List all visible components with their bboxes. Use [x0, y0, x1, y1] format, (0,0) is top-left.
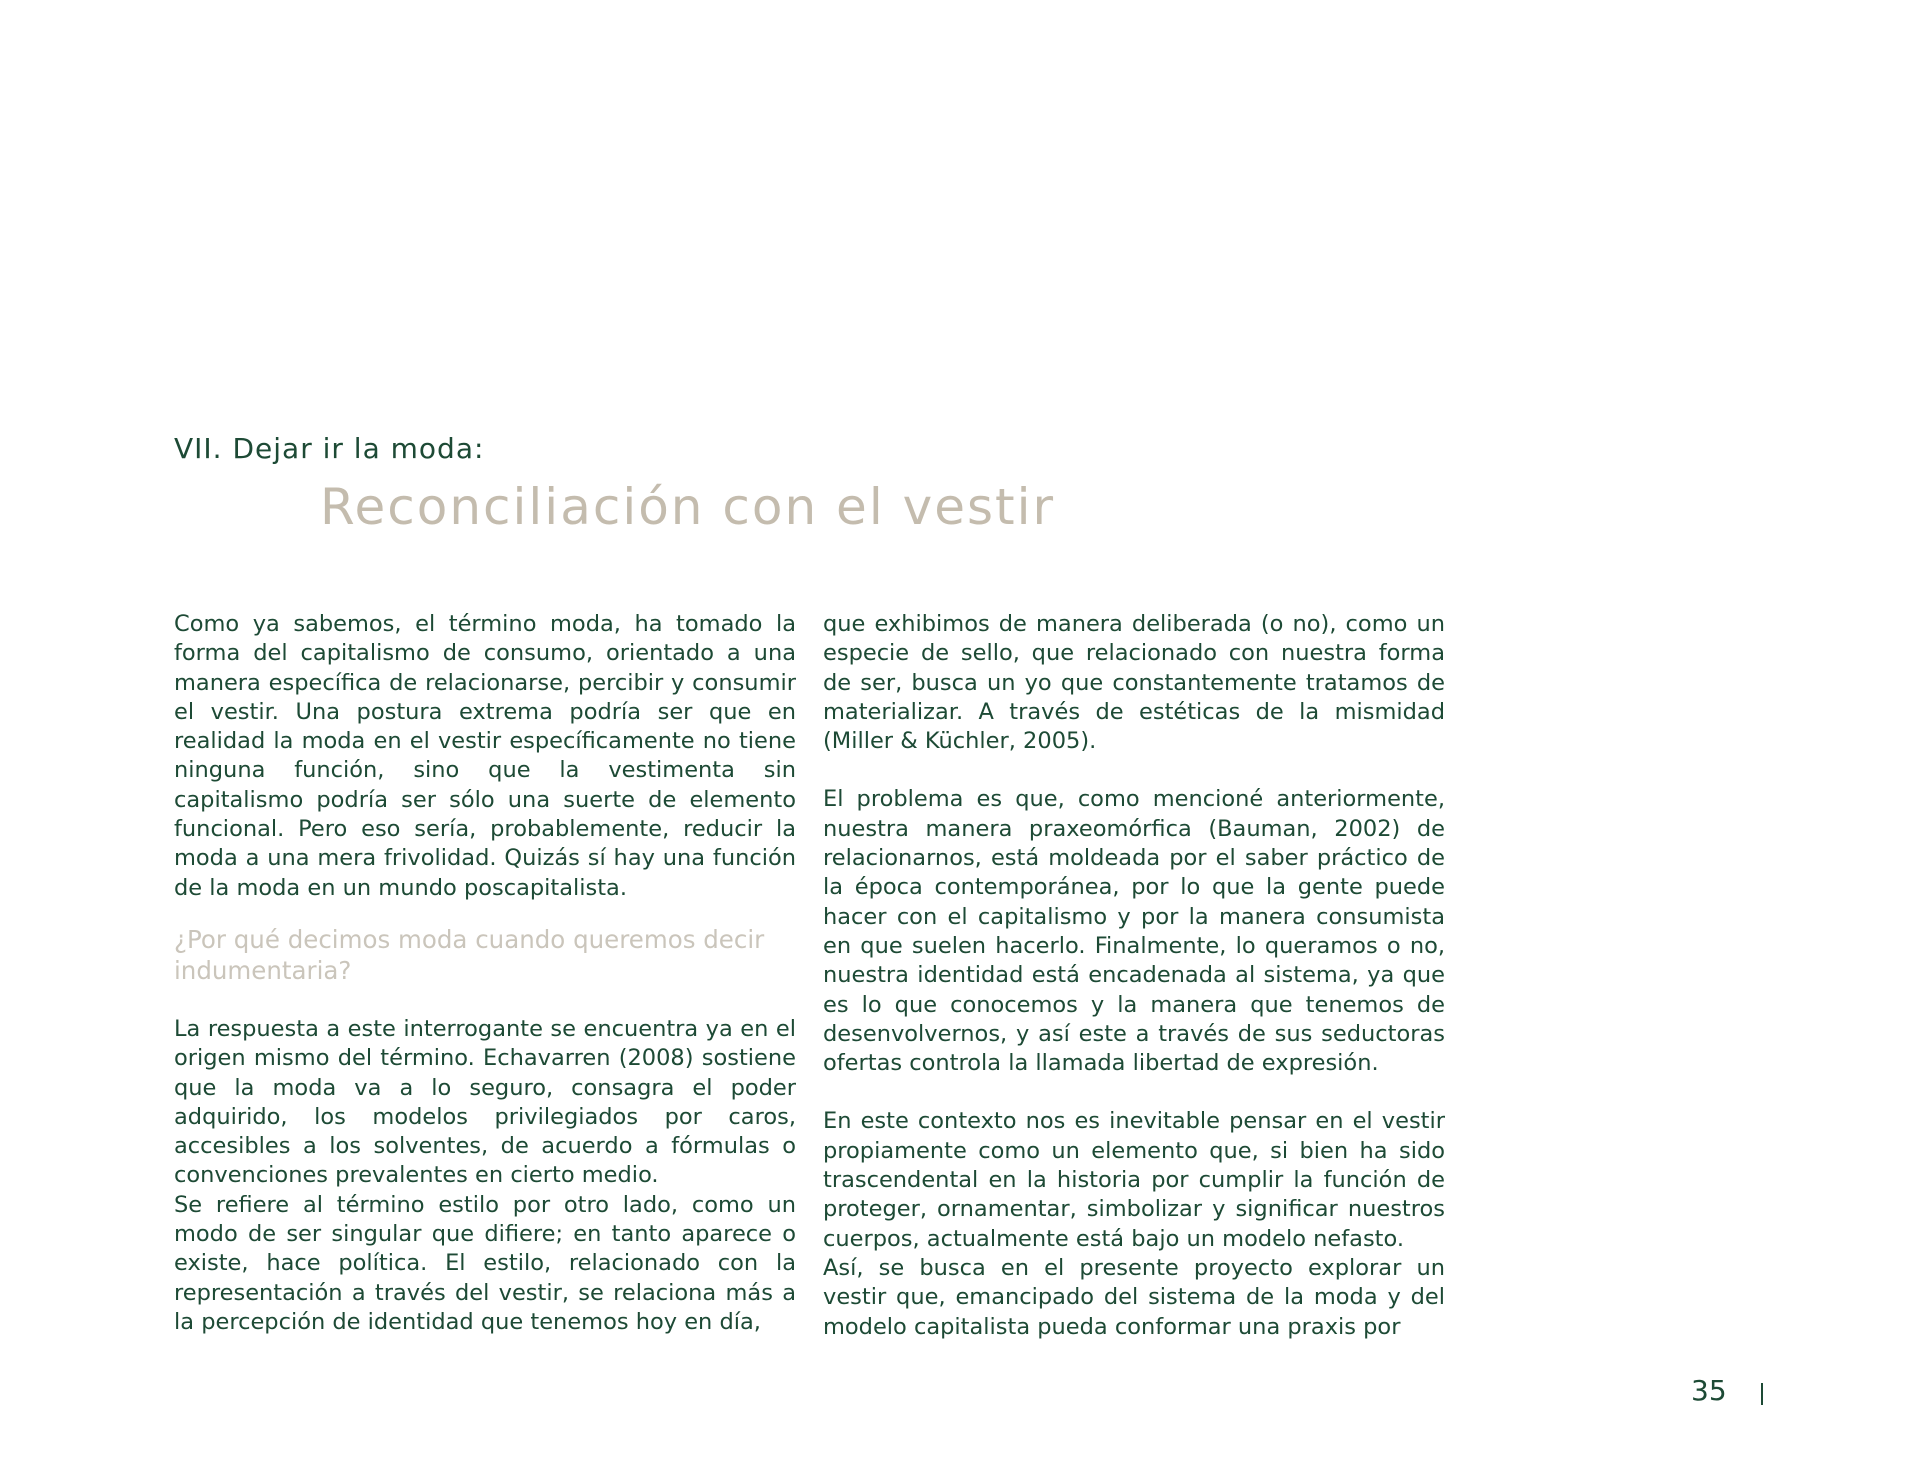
- chapter-heading: VII. Dejar ir la moda:: [174, 432, 485, 465]
- page-number: 35: [1691, 1374, 1727, 1407]
- section-title: Reconciliación con el vestir: [320, 478, 1056, 536]
- left-paragraph-1: Como ya sabemos, el término moda, ha tomado la forma del capitalismo de consumo, orientado a una manera específica de relacionarse, percibir y consumir el vestir. Una postura extrema podría ser que en realidad la moda en el vestir específicamente no tiene ninguna función, sino que la vestimenta sin capitalismo podría ser sólo una suerte de elemento funcional. Pero eso sería, probablemente, reducir la moda a una mera frivolidad. Quizás sí hay una función de la moda en un mundo poscapitalista.: [174, 611, 796, 901]
- left-paragraph-3: Se refiere al término estilo por otro lado, como un modo de ser singular que difiere; en tanto aparece o existe, hace política. El estilo, relacionado con la representación a través del vestir, se relaciona más a la percepción de identidad que tenemos hoy en día,: [174, 1191, 796, 1335]
- right-column: [823, 610, 1445, 1342]
- right-paragraph-4: Así, se busca en el presente proyecto explorar un vestir que, emancipado del sistema de la moda y del modelo capitalista pueda conformar una praxis por: [823, 1254, 1445, 1340]
- page-number-divider: [1761, 1383, 1763, 1405]
- right-paragraph-2: El problema es que, como mencioné anteriormente, nuestra manera praxeomórfica (Bauman, 2002) de relacionarnos, está moldeada por el saber práctico de la época contemporánea, por lo que la gente puede hacer con el capitalismo y por la manera consumista en que suelen hacerlo. Finalmente, lo queramos o no, nuestra identidad está encadenada al sistema, ya que es lo que conocemos y la manera que tenemos de desenvolvernos, y así este a través de sus seductoras ofertas controla la llamada libertad de expresión.: [823, 786, 1445, 1077]
- left-paragraph-2: La respuesta a este interrogante se encuentra ya en el origen mismo del término. Echavarren (2008) sostiene que la moda va a lo seguro, consagra el poder adquirido, los modelos privilegiados por caros, accesibles a los solventes, de acuerdo a fórmulas o convenciones prevalentes en cierto medio.: [174, 1015, 796, 1189]
- left-column: [174, 610, 796, 1337]
- sub-question: ¿Por qué decimos moda cuando queremos decir indumentaria?: [174, 924, 765, 985]
- right-paragraph-1: que exhibimos de manera deliberada (o no), como un especie de sello, que relacionado con nuestra forma de ser, busca un yo que constantemente tratamos de materializar. A través de estéticas de la mismidad (Miller & Küchler, 2005).: [823, 611, 1445, 755]
- right-paragraph-3: En este contexto nos es inevitable pensar en el vestir propiamente como un elemento que, si bien ha sido trascendental en la historia por cumplir la función de proteger, ornamentar, simbolizar y significar nuestros cuerpos, actualmente está bajo un modelo nefasto.: [823, 1108, 1445, 1252]
